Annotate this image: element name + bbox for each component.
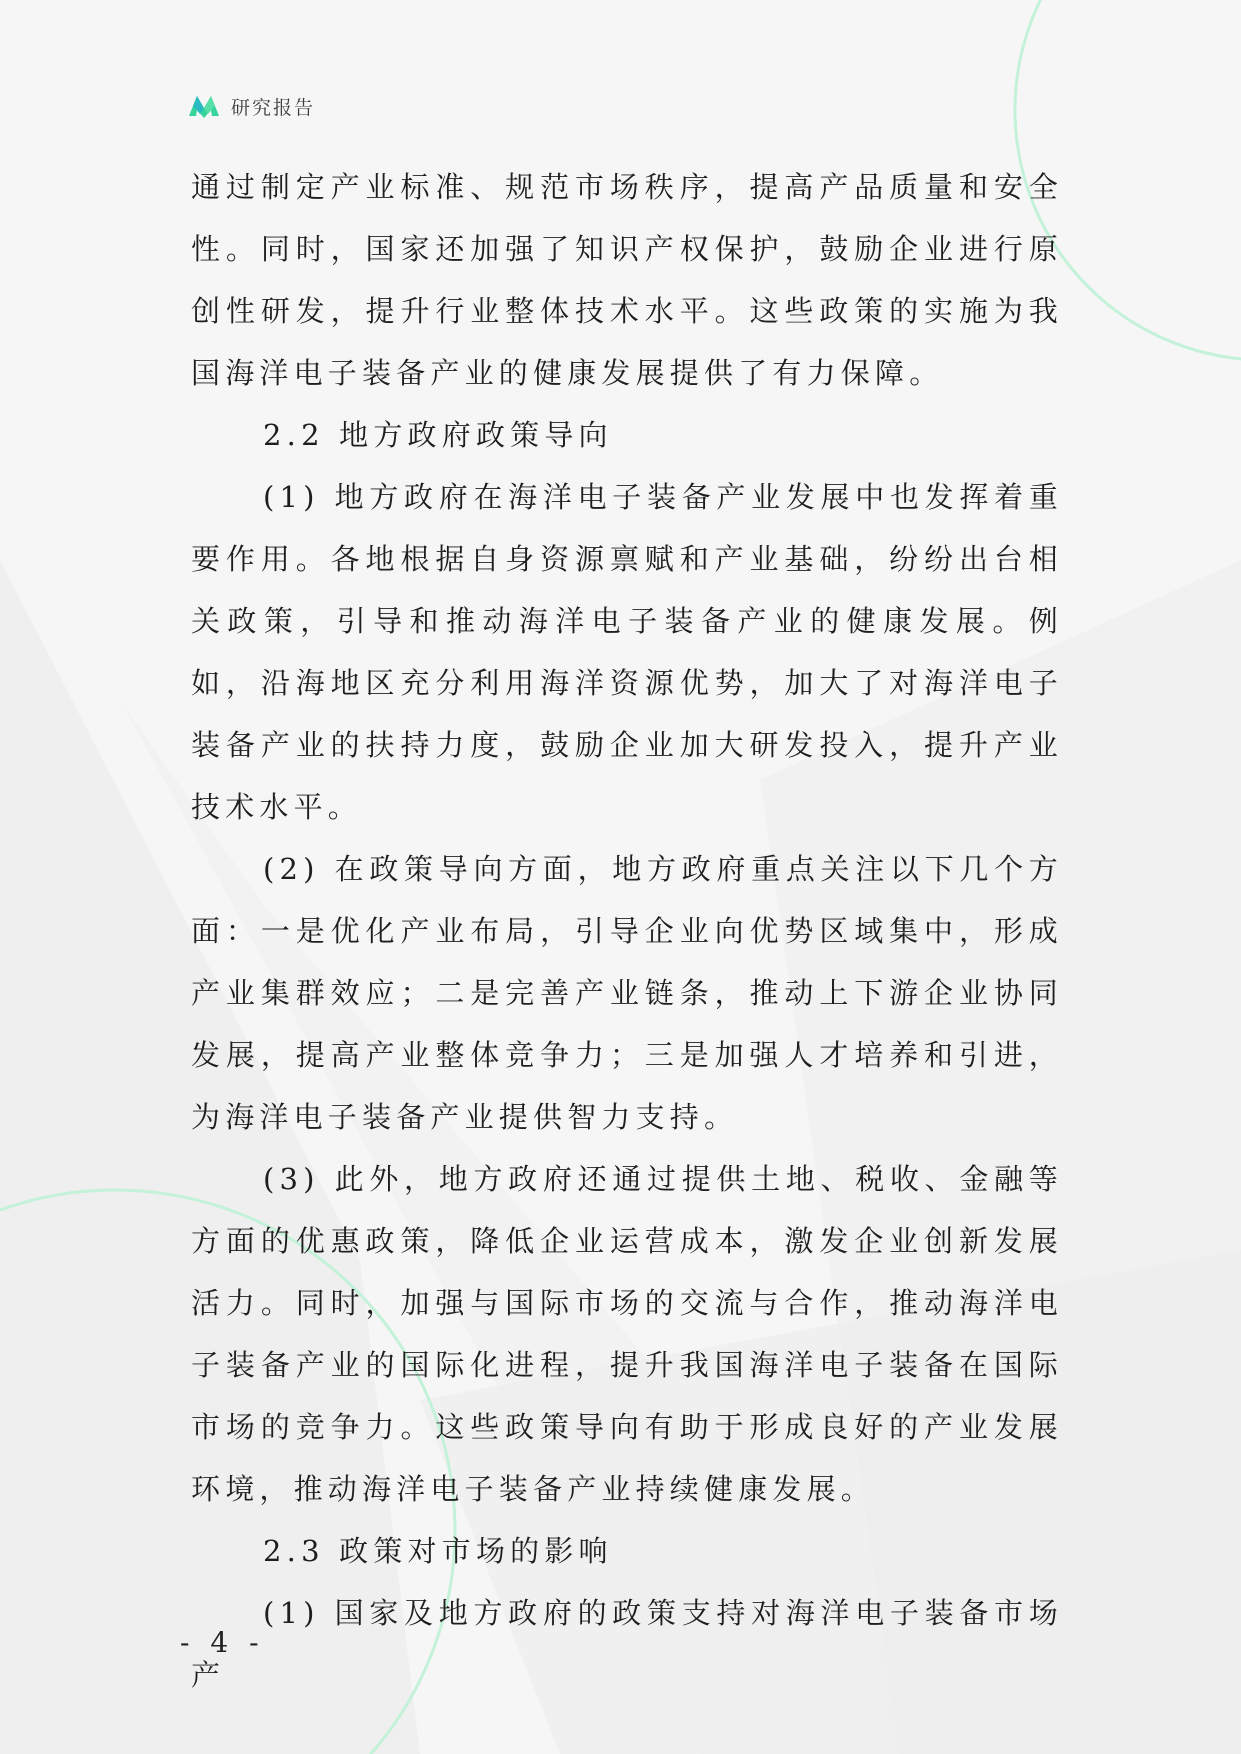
document-body	[191, 156, 1063, 1706]
section-heading-2-2: 2.2 地方政府政策导向	[263, 418, 613, 452]
paragraph-local-policy-2: (2) 在政策导向方面，地方政府重点关注以下几个方面：一是优化产业布局，引导企业向优势区域集中，形成产业集群效应；二是完善产业链条，推动上下游企业协同发展，提高产业整体竞争力；三是加强人才培养和引进，为海洋电子装备产业提供智力支持。	[191, 852, 1063, 1134]
page-header	[187, 88, 315, 124]
paragraph-market-impact-1: (1) 国家及地方政府的政策支持对海洋电子装备市场产	[191, 1596, 1063, 1692]
paragraph-local-policy-3: (3) 此外，地方政府还通过提供土地、税收、金融等方面的优惠政策，降低企业运营成本，激发企业创新发展活力。同时，加强与国际市场的交流与合作，推动海洋电子装备产业的国际化进程，提升我国海洋电子装备在国际市场的竞争力。这些政策导向有助于形成良好的产业发展环境，推动海洋电子装备产业持续健康发展。	[191, 1162, 1063, 1506]
page-number: - 4 -	[180, 1626, 265, 1659]
paragraph-local-policy-1: (1) 地方政府在海洋电子装备产业发展中也发挥着重要作用。各地根据自身资源禀赋和产业基础，纷纷出台相关政策，引导和推动海洋电子装备产业的健康发展。例如，沿海地区充分利用海洋资源优势，加大了对海洋电子装备产业的扶持力度，鼓励企业加大研发投入，提升产业技术水平。	[191, 480, 1063, 824]
brand-logo-icon	[187, 90, 221, 122]
section-heading-2-3: 2.3 政策对市场的影响	[263, 1534, 613, 1568]
header-title: 研究报告	[231, 96, 316, 119]
paragraph-continued: 通过制定产业标准、规范市场秩序，提高产品质量和安全性。同时，国家还加强了知识产权保护，鼓励企业进行原创性研发，提升行业整体技术水平。这些政策的实施为我国海洋电子装备产业的健康发展提供了有力保障。	[191, 170, 1063, 390]
